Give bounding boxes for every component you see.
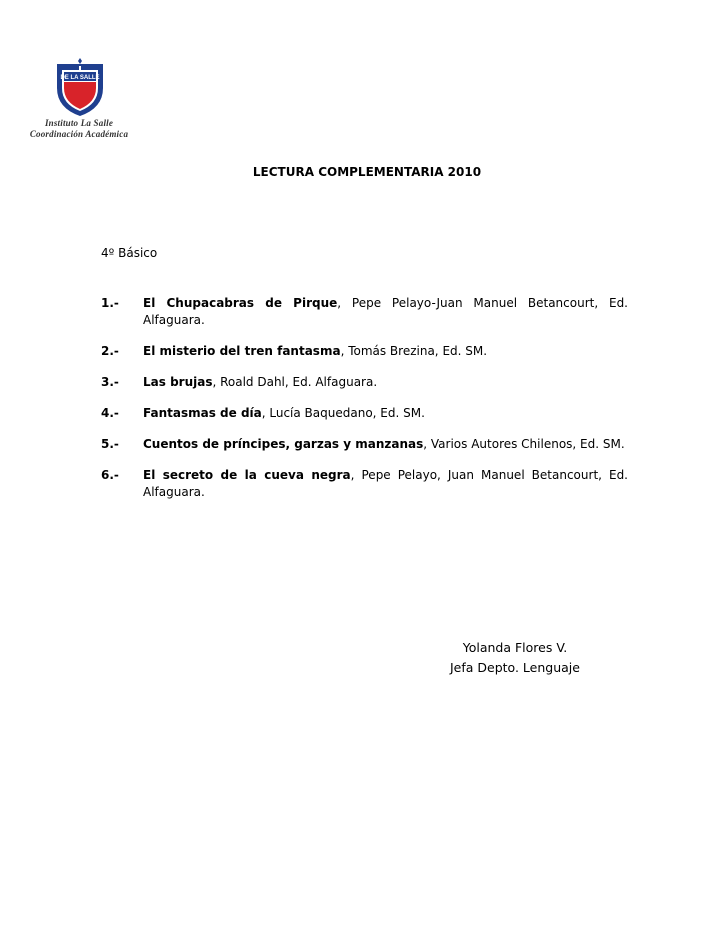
item-number: 6.-	[101, 468, 119, 482]
department-name: Coordinación Académica	[29, 129, 129, 139]
item-number: 5.-	[101, 437, 119, 451]
item-number: 3.-	[101, 375, 119, 389]
list-item	[101, 405, 628, 422]
school-crest-logo	[55, 58, 105, 118]
page-title: LECTURA COMPLEMENTARIA 2010	[252, 165, 482, 179]
grade-label: 4º Básico	[101, 246, 158, 260]
signature-role: Jefa Depto. Lenguaje	[450, 660, 580, 675]
list-item	[101, 343, 628, 360]
institution-name: Instituto La Salle	[44, 118, 114, 128]
book-details: , Tomás Brezina, Ed. SM.	[340, 344, 488, 358]
list-item	[101, 374, 628, 391]
book-title: Fantasmas de día	[143, 406, 262, 420]
list-item	[101, 436, 628, 453]
book-title: Cuentos de príncipes, garzas y manzanas	[143, 437, 424, 451]
book-details: , Roald Dahl, Ed. Alfaguara.	[212, 375, 378, 389]
book-title: El secreto de la cueva negra	[143, 468, 351, 482]
book-title: El Chupacabras de Pirque	[143, 296, 338, 310]
book-details: , Pepe Pelayo, Juan Manuel Betancourt, Ed. Alfaguara.	[143, 468, 629, 499]
book-details: , Lucía Baquedano, Ed. SM.	[261, 406, 425, 420]
signature-name: Yolanda Flores V.	[462, 640, 568, 655]
item-number: 1.-	[101, 296, 119, 310]
item-number: 4.-	[101, 406, 119, 420]
logo-text: DE LA SALLE	[60, 75, 100, 81]
book-list	[101, 295, 628, 515]
book-details: , Varios Autores Chilenos, Ed. SM.	[423, 437, 625, 451]
list-item	[101, 467, 628, 501]
book-title: El misterio del tren fantasma	[143, 344, 341, 358]
item-number: 2.-	[101, 344, 119, 358]
book-details: , Pepe Pelayo-Juan Manuel Betancourt, Ed. Alfaguara.	[143, 296, 628, 327]
book-title: Las brujas	[143, 375, 213, 389]
list-item	[101, 295, 628, 329]
